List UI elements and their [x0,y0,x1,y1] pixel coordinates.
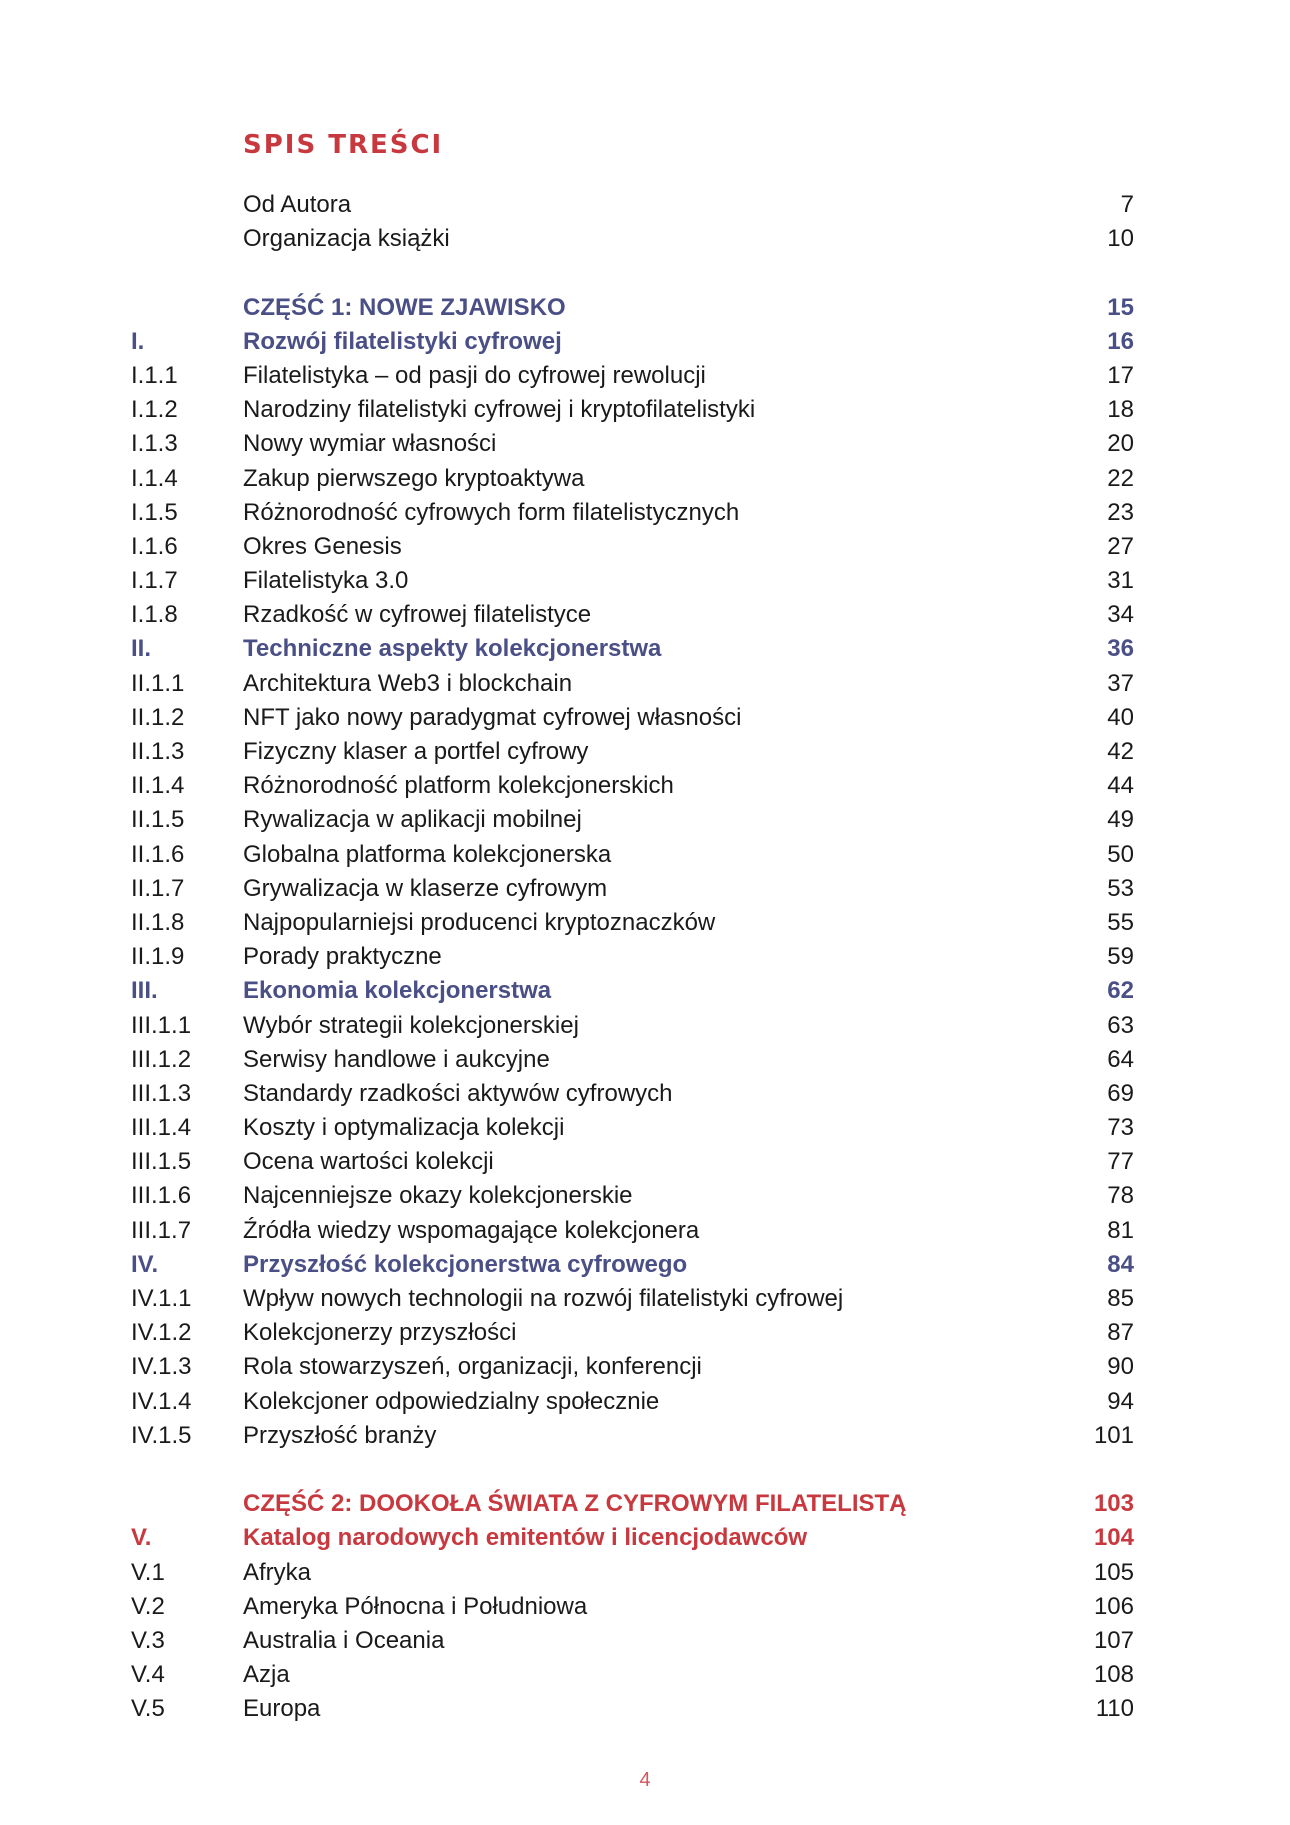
toc-entry-title: Europa [243,1695,321,1723]
toc-entry-title: Rola stowarzyszeń, organizacji, konferencji [243,1353,702,1381]
toc-entry-title: Zakup pierwszego kryptoaktywa [243,464,585,492]
toc-section-entry [131,872,1134,906]
toc-entry-title: Filatelistyka – od pasji do cyfrowej rewolucji [243,361,706,389]
toc-section-entry [131,393,1134,427]
toc-entry-page: 103 [1093,1490,1134,1518]
toc-section-entry [131,1590,1134,1624]
toc-entry-title: Rywalizacja w aplikacji mobilnej [243,806,582,834]
toc-section-entry [131,1556,1134,1590]
toc-entry-number: II.1.4 [131,772,185,800]
toc-entry-number: II.1.5 [131,806,185,834]
toc-entry-number: III.1.3 [131,1079,192,1107]
toc-entry-page: 77 [1107,1148,1134,1176]
toc-section-entry [131,701,1134,735]
toc-entry-page: 27 [1107,532,1134,560]
toc-entry-title: Wpływ nowych technologii na rozwój filatelistyki cyfrowej [243,1285,844,1312]
toc-front-entry [131,222,1134,256]
chapter-heading [131,632,1134,666]
toc-entry-page: 23 [1107,498,1134,526]
toc-entry-title: Nowy wymiar własności [243,430,497,458]
toc-entry-number: III.1.4 [131,1114,192,1142]
toc-section-entry [131,1282,1134,1316]
toc-entry-number: IV.1.2 [131,1319,192,1347]
toc-entry-page: 90 [1107,1353,1134,1381]
toc-entry-title: Architektura Web3 i blockchain [243,669,573,697]
toc-section-entry [131,1111,1134,1145]
toc-entry-number: II. [131,635,152,663]
toc-entry-title: Wybór strategii kolekcjonerskiej [243,1011,579,1039]
toc-section-entry [131,906,1134,940]
toc-entry-page: 7 [1120,191,1134,218]
toc-entry-page: 55 [1107,908,1134,936]
toc-entry-number: IV.1.3 [131,1353,192,1381]
toc-entry-title: Porady praktyczne [243,943,442,971]
toc-entry-number: II.1.1 [131,669,185,697]
toc-entry-title: Narodziny filatelistyki cyfrowej i kryptofilatelistyki [243,396,756,424]
toc-entry-number: I.1.2 [131,396,178,424]
toc-entry-page: 104 [1093,1524,1134,1552]
toc-section-entry [131,496,1134,530]
toc-entry-page: 73 [1107,1114,1134,1142]
toc-section-entry [131,1624,1134,1658]
toc-entry-page: 22 [1107,464,1134,492]
toc-entry-page: 106 [1093,1592,1134,1620]
chapter-heading [131,1248,1134,1282]
toc-entry-title: Rozwój filatelistyki cyfrowej [243,327,562,355]
toc-entry-number: V.1 [131,1558,165,1586]
toc-section-entry [131,359,1134,393]
toc-section-entry [131,803,1134,837]
toc-entry-title: Ocena wartości kolekcji [243,1148,494,1176]
chapter-heading [131,1521,1134,1555]
spacer [131,1453,1134,1487]
toc-section-entry [131,1316,1134,1350]
toc-section-entry [131,769,1134,803]
toc-entry-page: 53 [1107,874,1134,902]
toc-entry-page: 36 [1107,635,1134,663]
toc-section-entry [131,1043,1134,1077]
toc-entry-title: Standardy rzadkości aktywów cyfrowych [243,1079,673,1107]
toc-entry-number: V. [131,1524,152,1552]
toc-entry-number: IV. [131,1250,159,1278]
chapter-heading [131,325,1134,359]
toc-section-entry [131,735,1134,769]
toc-entry-number: I.1.6 [131,532,178,560]
toc-entry-title: CZĘŚĆ 1: NOWE ZJAWISKO [243,293,566,321]
toc-entry-title: NFT jako nowy paradygmat cyfrowej własności [243,703,742,731]
toc-entry-title: Najpopularniejsi producenci kryptoznaczków [243,908,716,936]
toc-entry-page: 44 [1107,772,1134,800]
toc-entry-page: 69 [1107,1079,1134,1107]
toc-entry-number: II.1.2 [131,703,185,731]
toc-entry-page: 18 [1107,396,1134,424]
toc-entry-page: 42 [1107,738,1134,765]
toc-entry-title: Fizyczny klaser a portfel cyfrowy [243,738,589,765]
toc-entry-title: Źródła wiedzy wspomagające kolekcjonera [243,1216,700,1244]
toc-entry-number: III.1.5 [131,1148,192,1176]
toc-entry-number: I.1.7 [131,567,178,595]
toc-entry-number: III.1.7 [131,1216,192,1244]
toc-entry-title: Techniczne aspekty kolekcjonerstwa [243,635,662,663]
toc-entry-page: 16 [1107,327,1134,355]
toc-section-entry [131,530,1134,564]
toc-entry-title: Różnorodność platform kolekcjonerskich [243,772,674,800]
toc-section-entry [131,598,1134,632]
toc-entry-page: 17 [1107,361,1134,389]
toc-entry-number: II.1.9 [131,943,185,971]
toc-entry-number: I.1.1 [131,361,178,389]
toc-entry-title: Serwisy handlowe i aukcyjne [243,1045,550,1073]
table-of-contents [131,188,1134,1726]
toc-entry-page: 40 [1107,703,1134,731]
toc-entry-number: V.5 [131,1695,165,1723]
toc-entry-number: V.3 [131,1626,165,1654]
toc-entry-page: 108 [1093,1661,1134,1689]
toc-entry-title: Afryka [243,1558,312,1586]
toc-entry-page: 10 [1107,225,1134,253]
toc-section-entry [131,1419,1134,1453]
toc-entry-page: 63 [1107,1011,1134,1039]
toc-section-entry [131,1009,1134,1043]
toc-entry-page: 107 [1093,1626,1134,1654]
toc-entry-title: Różnorodność cyfrowych form filatelistycznych [243,498,740,526]
toc-section-entry [131,1692,1134,1726]
part-heading [131,1487,1134,1521]
toc-entry-title: Filatelistyka 3.0 [243,567,409,595]
toc-section-entry [131,667,1134,701]
toc-entry-title: Rzadkość w cyfrowej filatelistyce [243,601,592,629]
toc-entry-number: IV.1.5 [131,1421,192,1449]
toc-entry-number: II.1.6 [131,840,185,868]
toc-entry-page: 15 [1107,293,1134,321]
toc-entry-title: Organizacja książki [243,225,450,253]
toc-entry-number: IV.1.4 [131,1387,192,1415]
toc-entry-page: 85 [1107,1285,1134,1312]
toc-section-entry [131,1145,1134,1179]
toc-entry-title: Globalna platforma kolekcjonerska [243,840,612,868]
toc-heading: SPIS TREŚCI [243,130,444,160]
toc-entry-title: Australia i Oceania [243,1626,445,1654]
toc-entry-title: Przyszłość branży [243,1421,437,1449]
toc-entry-title: Grywalizacja w klaserze cyfrowym [243,874,608,902]
toc-entry-number: III.1.2 [131,1045,192,1073]
toc-section-entry [131,564,1134,598]
toc-front-entry [131,188,1134,222]
toc-entry-number: II.1.8 [131,908,185,936]
toc-entry-number: I.1.5 [131,498,178,526]
toc-section-entry [131,462,1134,496]
toc-entry-number: II.1.7 [131,874,185,902]
toc-entry-page: 34 [1107,601,1134,629]
toc-section-entry [131,1179,1134,1213]
toc-entry-title: CZĘŚĆ 2: DOOKOŁA ŚWIATA Z CYFROWYM FILATELISTĄ [243,1490,907,1518]
toc-entry-number: II.1.3 [131,738,185,765]
toc-section-entry [131,1077,1134,1111]
toc-section-entry [131,1385,1134,1419]
toc-entry-title: Najcenniejsze okazy kolekcjonerskie [243,1182,633,1210]
toc-entry-page: 31 [1107,567,1134,595]
toc-entry-page: 37 [1107,669,1134,697]
toc-section-entry [131,1350,1134,1384]
toc-entry-number: V.2 [131,1592,165,1620]
toc-entry-page: 94 [1107,1387,1134,1415]
toc-entry-page: 105 [1093,1558,1134,1586]
toc-entry-page: 110 [1095,1695,1134,1723]
toc-entry-title: Ekonomia kolekcjonerstwa [243,977,552,1005]
page-number: 4 [639,1769,651,1791]
toc-entry-page: 50 [1107,840,1134,868]
toc-section-entry [131,940,1134,974]
toc-entry-page: 62 [1107,977,1134,1005]
toc-entry-page: 87 [1107,1319,1134,1347]
toc-entry-number: IV.1.1 [131,1285,192,1312]
toc-entry-page: 84 [1107,1250,1134,1278]
toc-entry-number: III.1.6 [131,1182,192,1210]
toc-entry-number: I.1.4 [131,464,178,492]
toc-entry-page: 59 [1107,943,1134,971]
toc-entry-title: Katalog narodowych emitentów i licencjodawców [243,1524,808,1552]
part-heading [131,291,1134,325]
toc-entry-title: Od Autora [243,191,352,218]
toc-entry-page: 78 [1107,1182,1134,1210]
toc-entry-page: 64 [1107,1045,1134,1073]
toc-entry-number: III. [131,977,158,1005]
toc-entry-page: 20 [1107,430,1134,458]
toc-section-entry [131,427,1134,461]
toc-entry-number: III.1.1 [131,1011,192,1039]
toc-section-entry [131,1214,1134,1248]
toc-entry-page: 49 [1107,806,1134,834]
toc-entry-title: Azja [243,1661,290,1689]
toc-entry-title: Przyszłość kolekcjonerstwa cyfrowego [243,1250,688,1278]
toc-entry-page: 81 [1107,1216,1134,1244]
toc-section-entry [131,838,1134,872]
spacer [131,256,1134,290]
toc-entry-number: I.1.3 [131,430,178,458]
toc-entry-title: Kolekcjoner odpowiedzialny społecznie [243,1387,660,1415]
toc-entry-page: 101 [1093,1421,1134,1449]
toc-entry-number: V.4 [131,1661,165,1689]
toc-entry-title: Kolekcjonerzy przyszłości [243,1319,517,1347]
chapter-heading [131,974,1134,1008]
toc-section-entry [131,1658,1134,1692]
toc-entry-title: Okres Genesis [243,532,402,560]
toc-entry-title: Koszty i optymalizacja kolekcji [243,1114,565,1142]
toc-entry-number: I.1.8 [131,601,178,629]
toc-entry-title: Ameryka Północna i Południowa [243,1592,588,1620]
toc-entry-number: I. [131,327,145,355]
